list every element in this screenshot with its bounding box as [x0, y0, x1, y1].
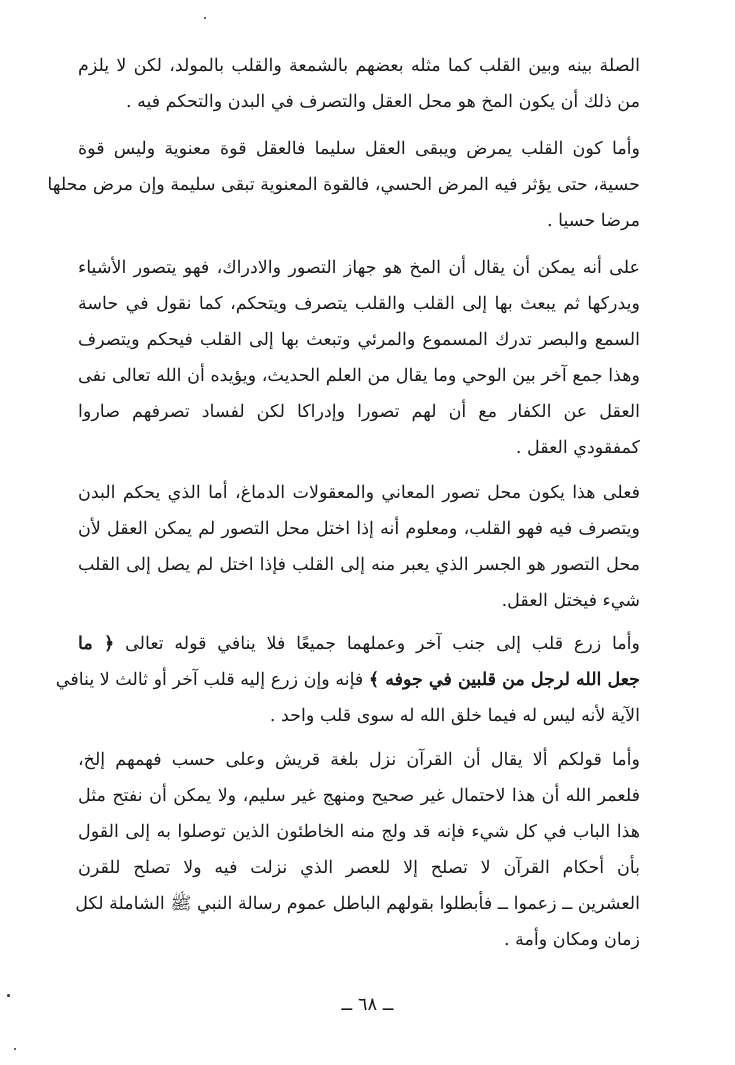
paragraph-1: [78, 48, 640, 120]
text-line: [78, 626, 640, 662]
text-line: فعلى هذا يكون محل تصور المعاني والمعقولات الدماغ، أما الذي يحكم البدن: [78, 483, 640, 503]
scan-speck: [7, 994, 10, 997]
text-line: ويتصرف فيه فهو القلب، ومعلوم أنه إذا اختل محل التصور لم يمكن العقل لأن: [78, 519, 640, 539]
scan-speck: [14, 1048, 16, 1050]
quran-verse-end: جعل الله لرجل من قلبين في جوفه ﴾: [368, 670, 640, 690]
text-line: وأما كون القلب يمرض ويبقى العقل سليما فالعقل قوة معنوية وليس قوة: [78, 139, 640, 159]
text-line: ويدركها ثم يبعث بها إلى القلب والقلب يتصرف ويتحكم، كما نقول في حاسة: [78, 294, 640, 314]
text-line: [55, 662, 640, 698]
text-line: العشرين ــ زعموا ــ فأبطلوا بقولهم الباطل عموم رسالة النبي ﷺ الشاملة لكل: [75, 894, 640, 914]
text-line: على أنه يمكن أن يقال أن المخ هو جهاز التصور والادراك، فهو يتصور الأشياء: [78, 258, 640, 278]
paragraph-4: [78, 475, 640, 619]
text-line: شيء فيختل العقل.: [501, 591, 640, 611]
quran-verse-start: ﴿ ما: [78, 634, 115, 654]
paragraph-3: [78, 250, 640, 466]
text-line: محل التصور هو الجسر الذي يعبر منه إلى القلب فإذا اختل لم يصل إلى القلب: [78, 555, 640, 575]
text-line: الصلة بينه وبين القلب كما مثله بعضهم بالشمعة والقلب بالمولد، لكن لا يلزم: [78, 56, 640, 76]
text-line: بأن أحكام القرآن لا تصلح إلا للعصر الذي نزلت فيه ولا تصلح للقرن: [78, 858, 640, 878]
paragraph-2: [47, 131, 640, 239]
text-line: العقل عن الكفار مع أن لهم تصورا وإدراكا لكن لفساد تصرفهم صاروا: [78, 402, 640, 422]
scan-speck: [204, 17, 206, 19]
text-line: فلعمر الله أن هذا لاحتمال غير صحيح ومنهج غير سليم، ولا يمكن أن نفتح مثل: [78, 786, 640, 806]
page-number: ــ ٦٨ ــ: [341, 994, 394, 1015]
paragraph-6: [75, 742, 640, 958]
text-line: السمع والبصر تدرك المسموع والمرئي وتبعث بها إلى القلب فيحكم ويتصرف: [78, 330, 640, 350]
text-line: الآية لأنه ليس له فيما خلق الله له سوى قلب واحد .: [269, 706, 640, 726]
text-line: وأما قولكم ألا يقال أن القرآن نزل بلغة قريش وعلى حسب فهمهم إلخ،: [78, 750, 640, 770]
text-line: كمفقودي العقل .: [515, 438, 640, 458]
text-line: حسية، حتى يؤثر فيه المرض الحسي، فالقوة المعنوية تبقى سليمة وإن مرض محلها: [47, 175, 640, 195]
text-line: هذا الباب في كل شيء فإنه قد ولج منه الخاطئون الذين توصلوا به إلى القول: [78, 822, 640, 842]
text-run: وأما زرع قلب إلى جنب آخر وعملهما جميعًا فلا ينافي قوله تعالى: [125, 634, 640, 654]
paragraph-5: [55, 626, 640, 734]
text-line: من ذلك أن يكون المخ هو محل العقل والتصرف في البدن والتحكم فيه .: [125, 92, 640, 112]
text-line: مرضا حسيا .: [547, 211, 640, 231]
text-line: وهذا جمع آخر بين الوحي وما يقال من العلم الحديث، ويؤيده أن الله تعالى نفى: [78, 366, 640, 386]
text-line: زمان ومكان وأمة .: [503, 930, 640, 950]
text-run: فإنه وإن زرع إليه قلب آخر أو ثالث لا ينافي: [55, 670, 364, 690]
